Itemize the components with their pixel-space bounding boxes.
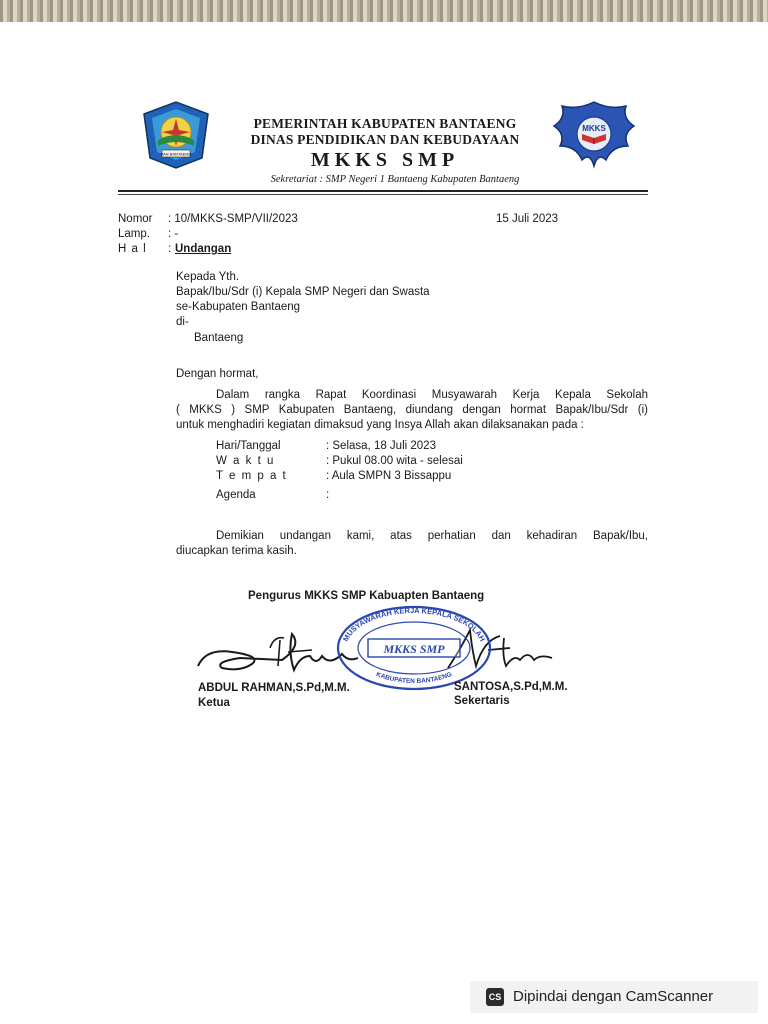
lamp-label: Lamp.	[118, 228, 150, 240]
detail-value-hari: : Selasa, 18 Juli 2023	[326, 440, 436, 452]
camscanner-icon: CS	[486, 988, 504, 1006]
stamp-center-text: MKKS SMP	[383, 642, 445, 656]
right-logo-label: MKKS	[582, 124, 606, 133]
nomor-value: : 10/MKKS-SMP/VII/2023	[168, 213, 298, 225]
stamp-top-text: MUSYAWARAH KERJA KEPALA SEKOLAH	[340, 605, 488, 643]
paragraph-line-2: ( MKKS ) SMP Kabupaten Bantaeng, diundang dengan hormat Bapak/Ibu/Sdr (i)	[176, 404, 648, 416]
detail-value-tempat: : Aula SMPN 3 Bissappu	[326, 470, 452, 482]
lamp-value: : -	[168, 228, 179, 240]
detail-label-waktu: W a k t u	[216, 455, 275, 467]
recipient-line-4: di-	[176, 316, 189, 328]
detail-label-hari: Hari/Tanggal	[216, 440, 281, 452]
detail-value-agenda: :	[326, 489, 330, 501]
paragraph-line-3: untuk menghadiri kegiatan dimaksud yang Insya Allah akan dilaksanakan pada :	[176, 419, 584, 431]
letterhead-line-2: DINAS PENDIDIKAN DAN KEBUDAYAAN	[250, 132, 520, 147]
hal-value: Undangan	[175, 243, 232, 255]
letterhead-title: MKKS SMP	[310, 149, 460, 171]
recipient-line-1: Kepada Yth.	[176, 271, 240, 283]
camscanner-text: Dipindai dengan CamScanner	[513, 988, 714, 1005]
greeting: Dengan hormat,	[176, 368, 259, 380]
detail-value-waktu: : Pukul 08.00 wita - selesai	[326, 455, 463, 467]
letterhead-secretariat: Sekretariat : SMP Negeri 1 Bantaeng Kabupaten Bantaeng	[270, 174, 520, 185]
detail-label-agenda: Agenda	[216, 489, 256, 501]
recipient-line-2: Bapak/Ibu/Sdr (i) Kepala SMP Negeri dan Swasta	[176, 286, 430, 298]
ketua-name: ABDUL RAHMAN,S.Pd,M.M.	[198, 682, 350, 694]
paragraph-line-1: Dalam rangka Rapat Koordinasi Musyawarah Kerja Kepala Sekolah	[216, 389, 648, 401]
header-rule-thick	[118, 190, 648, 192]
svg-text:KABUPATEN BANTAENG	[375, 671, 453, 685]
letter-date: 15 Juli 2023	[496, 213, 559, 225]
hal-label: H a l	[118, 243, 147, 255]
sekertaris-name: SANTOSA,S.Pd,M.M.	[454, 681, 568, 693]
recipient-line-3: se-Kabupaten Bantaeng	[176, 301, 301, 313]
sekertaris-role: Sekertaris	[454, 695, 510, 707]
mkks-stamp	[334, 603, 494, 691]
closing-line-2: diucapkan terima kasih.	[176, 545, 297, 557]
kabupaten-bantaeng-logo	[138, 100, 214, 170]
signature-heading: Pengurus MKKS SMP Kabuapten Bantaeng	[248, 590, 485, 602]
left-logo-label: PAN BANTAENG	[160, 151, 192, 157]
letterhead-line-1: PEMERINTAH KABUPATEN BANTAENG	[253, 116, 517, 131]
recipient-line-5: Bantaeng	[194, 332, 244, 344]
nomor-label: Nomor	[118, 213, 153, 225]
closing-line-1: Demikian undangan kami, atas perhatian dan kehadiran Bapak/Ibu,	[216, 530, 648, 542]
mkks-logo	[548, 100, 640, 170]
hal-colon: :	[168, 243, 172, 255]
letter-page	[0, 22, 768, 1024]
stamp-bottom-text: KABUPATEN BANTAENG	[375, 670, 453, 686]
ketua-role: Ketua	[198, 697, 230, 709]
header-rule-thin	[118, 194, 648, 195]
detail-label-tempat: T e m p a t	[216, 470, 288, 482]
